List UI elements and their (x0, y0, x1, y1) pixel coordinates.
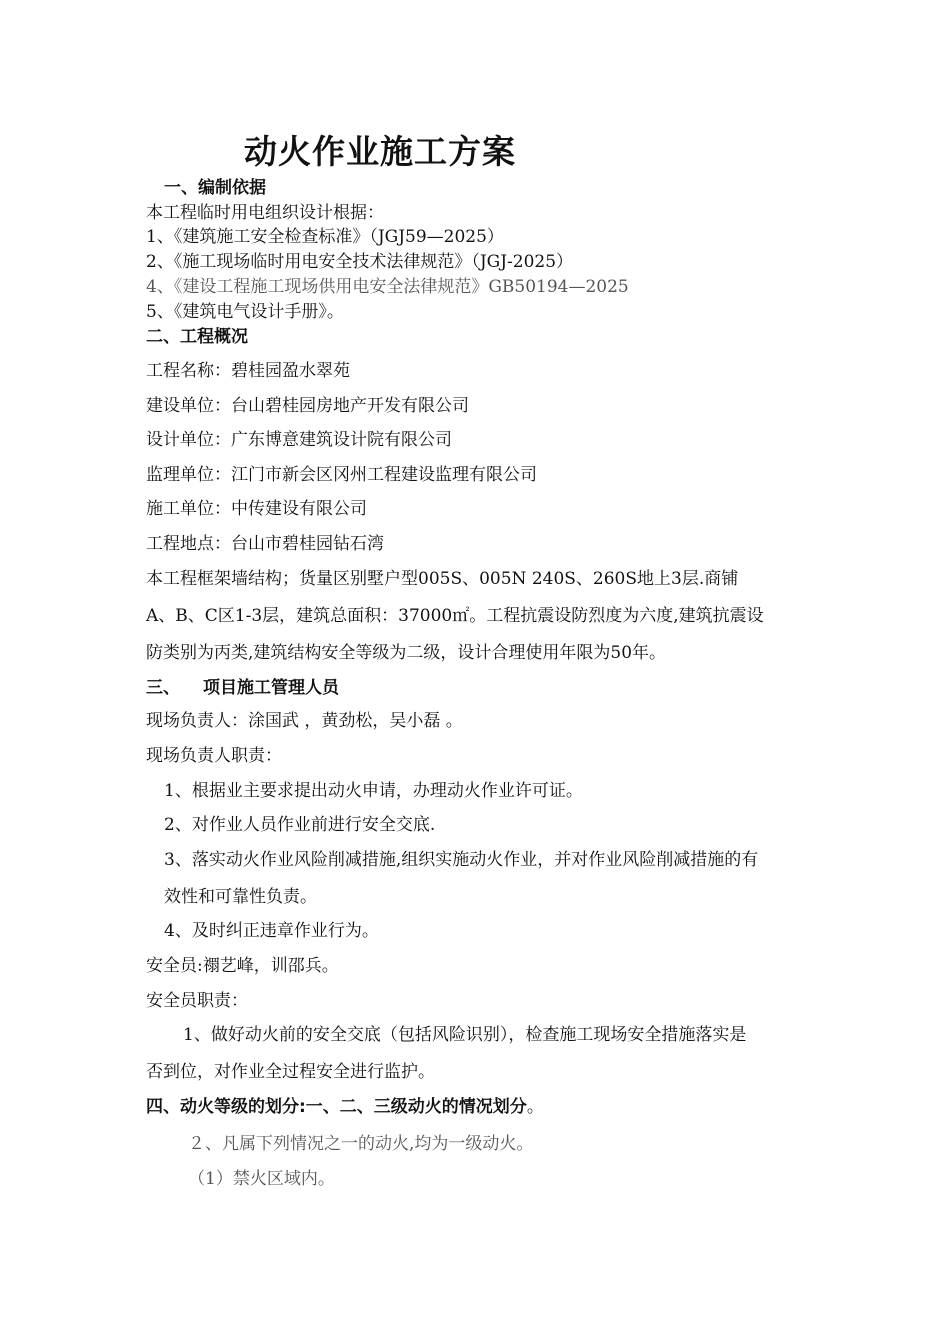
leader-duty-title: 现场负责人职责： (146, 746, 282, 766)
section-2-heading: 二、工程概况 (146, 327, 248, 347)
project-description-line: 防类别为丙类,建筑结构安全等级为二级，设计合理使用年限为50年。 (146, 643, 667, 663)
reference-item: 1、《建筑施工安全检查标准》（JGJ59—2025） (146, 227, 504, 247)
document-title: 动火作业施工方案 (244, 132, 516, 171)
section-3-heading-number: 三、 (146, 678, 180, 698)
reference-item: 4、《建设工程施工现场供用电安全法律规范》GB50194—2025 (146, 277, 629, 297)
site-leaders: 现场负责人：涂国武 ，黄劲松，吴小磊 。 (146, 711, 463, 731)
project-field: 监理单位：江门市新会区冈州工程建设监理有限公司 (146, 465, 537, 485)
project-field: 施工单位：中传建设有限公司 (146, 499, 367, 519)
leader-duty-item: 2、对作业人员作业前进行安全交底. (164, 815, 436, 835)
grade-sub-item: （1）禁火区域内。 (188, 1169, 335, 1189)
section-3-heading: 项目施工管理人员 (203, 678, 339, 698)
safety-duty-item: 1、做好动火前的安全交底（包括风险识别），检查施工现场安全措施落实是 (183, 1025, 747, 1045)
section-1-heading: 一、编制依据 (164, 178, 266, 198)
reference-item: 5、《建筑电气设计手册》。 (146, 302, 344, 322)
leader-duty-item: 4、及时纠正违章作业行为。 (164, 921, 379, 941)
project-field: 建设单位：台山碧桂园房地产开发有限公司 (146, 396, 469, 416)
grade-item: ２、凡属下列情况之一的动火,均为一级动火。 (188, 1134, 534, 1154)
project-description-line: 本工程框架墙结构；货量区别墅户型005S、005N 240S、260S地上3层.商铺 (146, 569, 739, 589)
section-4-heading-tail: 。 (526, 1097, 544, 1117)
reference-item: 2、《施工现场临时用电安全技术法律规范》（JGJ-2025） (146, 252, 574, 272)
project-description-line: A、B、C区1-3层，建筑总面积：37000㎡。工程抗震设防烈度为六度,建筑抗震设 (146, 606, 764, 626)
project-field: 工程名称：碧桂园盈水翠苑 (146, 361, 350, 381)
leader-duty-item: 3、落实动火作业风险削减措施,组织实施动火作业，并对作业风险削减措施的有 (164, 850, 759, 870)
safety-duty-item: 否到位，对作业全过程安全进行监护。 (146, 1062, 435, 1082)
safety-duty-title: 安全员职责： (146, 991, 248, 1011)
project-field: 工程地点：台山市碧桂园钻石湾 (146, 534, 384, 554)
section-4-heading (146, 1096, 544, 1118)
leader-duty-item: 1、根据业主要求提出动火申请，办理动火作业许可证。 (164, 781, 583, 801)
section-1-intro: 本工程临时用电组织设计根据： (146, 203, 384, 223)
section-4-heading-bold: 四、动火等级的划分:一、二、三级动火的情况划分 (146, 1097, 527, 1117)
leader-duty-item: 效性和可靠性负责。 (164, 887, 317, 907)
safety-officers: 安全员:禤艺峰，训邵兵。 (146, 956, 339, 976)
project-field: 设计单位：广东博意建筑设计院有限公司 (146, 430, 452, 450)
